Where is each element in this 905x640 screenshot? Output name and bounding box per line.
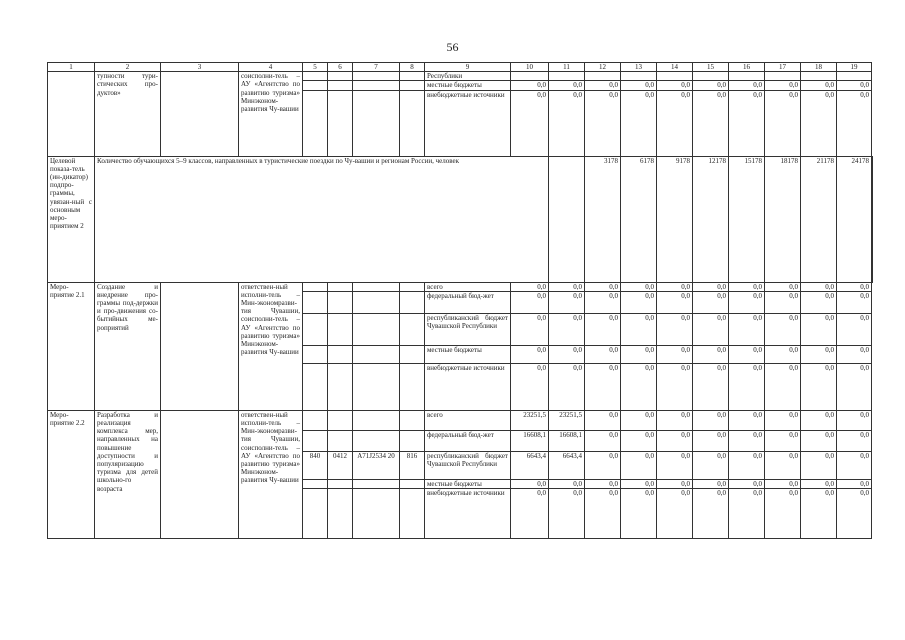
value-cell (511, 72, 549, 81)
header-row (48, 63, 873, 72)
value-cell: 0,0 (729, 430, 765, 451)
value-cell: 0,0 (585, 479, 621, 488)
header-cell: 15 (693, 63, 729, 72)
empty-cell (353, 313, 400, 345)
measure-description: Разработка и реализация комплекса мер, направленных на повышение доступности и популяризацию туризма для детей школьно-го возраста (95, 410, 161, 538)
header-cell: 12 (585, 63, 621, 72)
value-cell: 0,0 (801, 363, 837, 410)
empty-cell (400, 345, 425, 363)
value-cell: 0,0 (621, 81, 657, 90)
header-cell: 8 (400, 63, 425, 72)
value-cell: 0,0 (765, 410, 801, 430)
header-cell: 16 (729, 63, 765, 72)
value-cell: 0,0 (585, 90, 621, 156)
value-cell: 0,0 (549, 479, 585, 488)
value-cell: 0,0 (837, 291, 872, 313)
code-expense-type: 816 (400, 451, 425, 479)
funding-source: Республики (425, 72, 511, 81)
value-cell: 0,0 (729, 90, 765, 156)
empty-cell (328, 363, 353, 410)
value-cell: 0,0 (511, 291, 549, 313)
header-cell: 14 (657, 63, 693, 72)
header-cell: 1 (48, 63, 95, 72)
value-cell: 0,0 (511, 81, 549, 90)
empty-cell (400, 90, 425, 156)
empty-cell (353, 81, 400, 90)
value-cell: 0,0 (693, 81, 729, 90)
empty-cell (400, 430, 425, 451)
value-cell: 0,0 (549, 313, 585, 345)
empty-cell (303, 489, 328, 539)
value-cell (729, 72, 765, 81)
value-cell: 16608,1 (549, 430, 585, 451)
value-cell: 0,0 (801, 451, 837, 479)
value-cell: 0,0 (621, 90, 657, 156)
indicator-row (48, 156, 873, 282)
empty-cell (353, 410, 400, 430)
indicator-value: 9178 (657, 156, 693, 282)
value-cell (693, 72, 729, 81)
value-cell (657, 72, 693, 81)
value-cell: 0,0 (801, 291, 837, 313)
empty-cell (328, 291, 353, 313)
indicator-name: Целевой показа-тель (ин-дикатор) подпро-граммы, увязан-ный с основным меро-приятием 2 (48, 156, 95, 282)
value-cell: 0,0 (657, 410, 693, 430)
value-cell: 0,0 (765, 90, 801, 156)
funding-source: местные бюджеты (425, 345, 511, 363)
value-cell: 0,0 (837, 90, 872, 156)
value-cell: 0,0 (801, 489, 837, 539)
value-cell: 0,0 (837, 282, 872, 291)
header-cell: 6 (328, 63, 353, 72)
value-cell: 23251,5 (549, 410, 585, 430)
value-cell (549, 72, 585, 81)
funding-source: всего (425, 282, 511, 291)
value-cell: 0,0 (837, 410, 872, 430)
value-cell: 0,0 (801, 313, 837, 345)
value-cell: 0,0 (837, 451, 872, 479)
empty-cell (161, 72, 239, 156)
header-cell: 5 (303, 63, 328, 72)
value-cell: 0,0 (765, 291, 801, 313)
value-cell (801, 72, 837, 81)
value-cell: 0,0 (657, 489, 693, 539)
responsible-executor: ответствен-ный исполни-тель – Мин-экономразви-тия Чувашии, соисполни-тель – АУ «Агентство по развитию туризма» Минэконом-развития Чу-вашии (239, 282, 303, 410)
empty-cell (303, 291, 328, 313)
empty-cell (328, 345, 353, 363)
value-cell: 0,0 (765, 345, 801, 363)
value-cell: 0,0 (729, 282, 765, 291)
value-cell: 0,0 (693, 451, 729, 479)
code-section: 0412 (328, 451, 353, 479)
value-cell (765, 72, 801, 81)
funding-source: республиканский бюджет Чувашской Республики (425, 451, 511, 479)
value-cell: 0,0 (837, 489, 872, 539)
value-cell: 0,0 (693, 313, 729, 345)
value-cell: 0,0 (585, 410, 621, 430)
value-cell: 0,0 (585, 345, 621, 363)
value-cell: 0,0 (657, 313, 693, 345)
value-cell: 23251,5 (511, 410, 549, 430)
funding-source: федеральный бюд-жет (425, 291, 511, 313)
value-cell: 0,0 (585, 282, 621, 291)
value-cell: 0,0 (693, 282, 729, 291)
empty-cell (353, 430, 400, 451)
budget-table (47, 62, 873, 539)
value-cell: 0,0 (549, 291, 585, 313)
value-cell: 0,0 (621, 345, 657, 363)
empty-cell (328, 410, 353, 430)
indicator-value: 21178 (801, 156, 837, 282)
empty-cell (328, 479, 353, 488)
value-cell: 0,0 (657, 291, 693, 313)
measure-name: Меро-приятие 2.2 (48, 410, 95, 538)
funding-source: внебюджетные источники (425, 363, 511, 410)
value-cell: 0,0 (657, 81, 693, 90)
value-cell: 0,0 (765, 430, 801, 451)
value-cell: 0,0 (621, 489, 657, 539)
value-cell: 0,0 (621, 479, 657, 488)
empty-cell (353, 479, 400, 488)
empty-cell (400, 81, 425, 90)
value-cell: 0,0 (657, 90, 693, 156)
value-cell: 0,0 (657, 451, 693, 479)
value-cell: 0,0 (693, 479, 729, 488)
empty-cell (353, 489, 400, 539)
value-cell: 0,0 (549, 363, 585, 410)
value-cell: 0,0 (765, 451, 801, 479)
empty-cell (353, 291, 400, 313)
header-cell: 9 (425, 63, 511, 72)
value-cell: 0,0 (585, 363, 621, 410)
value-cell: 0,0 (585, 489, 621, 539)
value-cell: 0,0 (765, 313, 801, 345)
value-cell: 0,0 (765, 489, 801, 539)
value-cell: 0,0 (801, 479, 837, 488)
value-cell: 0,0 (549, 90, 585, 156)
value-cell: 0,0 (765, 479, 801, 488)
value-cell: 0,0 (693, 345, 729, 363)
value-cell: 0,0 (693, 410, 729, 430)
indicator-value: 6178 (621, 156, 657, 282)
value-cell: 0,0 (511, 489, 549, 539)
funding-source: внебюджетные источники (425, 90, 511, 156)
responsible-executor: ответствен-ный исполни-тель – Мин-экономразви-тия Чувашии, соисполни-тель – АУ «Агентство по развитию туризма» Минэконом-развития Чу-вашии (239, 410, 303, 538)
empty-cell (303, 90, 328, 156)
header-cell: 13 (621, 63, 657, 72)
value-cell: 0,0 (801, 282, 837, 291)
funding-source: федеральный бюд-жет (425, 430, 511, 451)
header-cell: 11 (549, 63, 585, 72)
value-cell: 0,0 (837, 479, 872, 488)
empty-cell (328, 430, 353, 451)
empty-cell (303, 345, 328, 363)
empty-cell (353, 363, 400, 410)
value-cell: 0,0 (657, 479, 693, 488)
empty-cell (303, 81, 328, 90)
header-cell: 19 (837, 63, 872, 72)
value-cell: 0,0 (621, 430, 657, 451)
value-cell: 0,0 (837, 81, 872, 90)
value-cell: 0,0 (729, 345, 765, 363)
funding-source: местные бюджеты (425, 479, 511, 488)
value-cell: 0,0 (765, 81, 801, 90)
empty-cell (549, 156, 585, 282)
indicator-value: 18178 (765, 156, 801, 282)
value-cell: 0,0 (801, 410, 837, 430)
value-cell: 0,0 (693, 363, 729, 410)
value-cell: 0,0 (801, 90, 837, 156)
value-cell: 0,0 (729, 410, 765, 430)
value-cell: 0,0 (765, 282, 801, 291)
cont-row (48, 72, 873, 81)
empty-cell (328, 313, 353, 345)
value-cell: 6643,4 (549, 451, 585, 479)
value-cell: 0,0 (693, 291, 729, 313)
value-cell: 0,0 (693, 430, 729, 451)
indicator-value: 15178 (729, 156, 765, 282)
value-cell: 0,0 (511, 282, 549, 291)
measure-description: Создание и внедрение про-граммы под-держки и про-движения со-бытийных ме-роприятий (95, 282, 161, 410)
measure-name (48, 72, 95, 156)
empty-cell (303, 430, 328, 451)
value-cell: 0,0 (621, 451, 657, 479)
header-cell: 2 (95, 63, 161, 72)
empty-cell (328, 489, 353, 539)
empty-cell (400, 363, 425, 410)
value-cell: 0,0 (585, 451, 621, 479)
empty-cell (400, 313, 425, 345)
value-cell: 0,0 (621, 363, 657, 410)
empty-cell (328, 282, 353, 291)
header-cell: 7 (353, 63, 400, 72)
value-cell: 0,0 (511, 90, 549, 156)
empty-cell (400, 489, 425, 539)
empty-cell (303, 363, 328, 410)
value-cell: 0,0 (657, 345, 693, 363)
funding-source: внебюджетные источники (425, 489, 511, 539)
m21-row (48, 282, 873, 291)
empty-cell (303, 72, 328, 81)
header-cell: 3 (161, 63, 239, 72)
value-cell (585, 72, 621, 81)
value-cell: 0,0 (837, 313, 872, 345)
value-cell: 0,0 (549, 282, 585, 291)
value-cell: 0,0 (729, 451, 765, 479)
indicator-value: 12178 (693, 156, 729, 282)
indicator-description: Количество обучающихся 5–9 классов, направленных в туристические поездки по Чу-вашии и регионам России, человек (95, 156, 549, 282)
empty-cell (400, 410, 425, 430)
indicator-value: 3178 (585, 156, 621, 282)
value-cell: 0,0 (621, 282, 657, 291)
value-cell: 0,0 (549, 81, 585, 90)
value-cell: 0,0 (729, 81, 765, 90)
header-cell: 17 (765, 63, 801, 72)
value-cell: 0,0 (729, 479, 765, 488)
value-cell (621, 72, 657, 81)
empty-cell (400, 282, 425, 291)
page-number: 56 (446, 40, 459, 54)
empty-cell (161, 410, 239, 538)
value-cell: 0,0 (511, 345, 549, 363)
code-target: А71J2534 20 (353, 451, 400, 479)
value-cell: 0,0 (693, 90, 729, 156)
value-cell: 0,0 (837, 430, 872, 451)
value-cell: 0,0 (511, 363, 549, 410)
value-cell (837, 72, 872, 81)
empty-cell (353, 282, 400, 291)
code-grbs: 840 (303, 451, 328, 479)
value-cell: 0,0 (729, 489, 765, 539)
measure-description: тупности тури-стических про-дуктов» (95, 72, 161, 156)
indicator-value: 24178 (837, 156, 872, 282)
empty-cell (353, 72, 400, 81)
header-cell: 10 (511, 63, 549, 72)
funding-source: республиканский бюджет Чувашской Республики (425, 313, 511, 345)
value-cell: 0,0 (837, 363, 872, 410)
funding-source: местные бюджеты (425, 81, 511, 90)
measure-name: Меро-приятие 2.1 (48, 282, 95, 410)
value-cell: 0,0 (621, 410, 657, 430)
empty-cell (303, 282, 328, 291)
value-cell: 0,0 (657, 282, 693, 291)
value-cell: 0,0 (801, 81, 837, 90)
empty-cell (400, 291, 425, 313)
indicator-value (872, 156, 873, 282)
value-cell: 0,0 (549, 489, 585, 539)
value-cell: 0,0 (511, 479, 549, 488)
value-cell: 0,0 (511, 313, 549, 345)
value-cell: 0,0 (729, 313, 765, 345)
value-cell: 0,0 (585, 430, 621, 451)
value-cell: 0,0 (585, 291, 621, 313)
value-cell: 0,0 (585, 81, 621, 90)
empty-cell (303, 479, 328, 488)
empty-cell (400, 72, 425, 81)
m22-row (48, 410, 873, 430)
empty-cell (303, 313, 328, 345)
empty-cell (303, 410, 328, 430)
value-cell: 0,0 (621, 291, 657, 313)
empty-cell (161, 282, 239, 410)
value-cell: 0,0 (621, 313, 657, 345)
empty-cell (353, 345, 400, 363)
header-cell: 4 (239, 63, 303, 72)
empty-cell (328, 72, 353, 81)
empty-cell (353, 90, 400, 156)
value-cell: 0,0 (657, 430, 693, 451)
value-cell: 0,0 (657, 363, 693, 410)
value-cell: 0,0 (765, 363, 801, 410)
value-cell: 16608,1 (511, 430, 549, 451)
empty-cell (400, 479, 425, 488)
value-cell: 0,0 (549, 345, 585, 363)
empty-cell (328, 90, 353, 156)
value-cell: 0,0 (801, 430, 837, 451)
value-cell: 0,0 (729, 291, 765, 313)
value-cell: 0,0 (801, 345, 837, 363)
header-cell: 18 (801, 63, 837, 72)
value-cell: 0,0 (693, 489, 729, 539)
value-cell: 0,0 (585, 313, 621, 345)
empty-cell (328, 81, 353, 90)
funding-source: всего (425, 410, 511, 430)
value-cell: 0,0 (729, 363, 765, 410)
value-cell: 0,0 (837, 345, 872, 363)
value-cell: 6643,4 (511, 451, 549, 479)
responsible-executor: соисполни-тель – АУ «Агентство по развитию туризма» Минэконом-развития Чу-вашии (239, 72, 303, 156)
